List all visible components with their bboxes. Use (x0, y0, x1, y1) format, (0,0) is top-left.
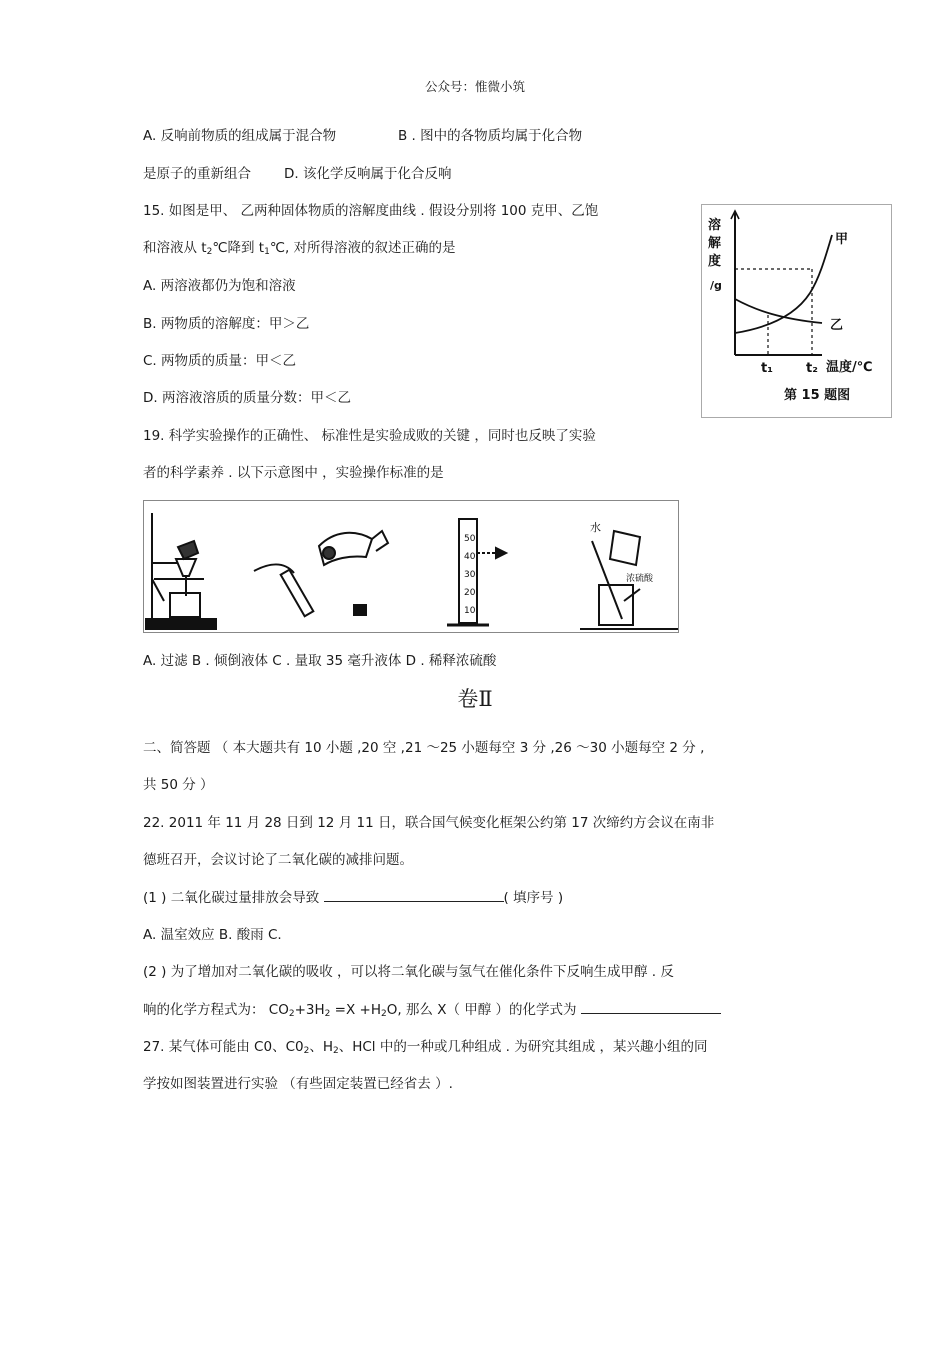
q22-stem-line2: 德班召开，会议讨论了二氧化碳的减排问题。 (143, 852, 413, 868)
q19-stem-line1: 19. 科学实验操作的正确性、 标准性是实验成败的关键 ，同时也反映了实验 (143, 428, 596, 444)
ylabel-char-1: 溶 (708, 218, 722, 233)
cyl-mark-50: 50 (464, 534, 476, 544)
q14-option-a: A. 反响前物质的组成属于混合物 (143, 128, 337, 144)
q15-stem-line2: 和溶液从 $t_2℃$降到 $t_1℃$, 对所得溶液的叙述正确的是 (143, 240, 456, 257)
label-water: 水 (590, 521, 601, 534)
pouring-apparatus (254, 531, 388, 616)
tick-t2: t₂ (806, 361, 818, 376)
q15-option-b: B. 两物质的溶解度：甲＞乙 (143, 316, 310, 332)
graduated-cylinder (447, 519, 506, 625)
answer-blank-2[interactable] (581, 1000, 721, 1014)
page-header: 公众号：惟微小筑 (424, 79, 525, 94)
q27-stem-line1: 27. 某气体可能由 C0、$C0_2$、$H_2$、HCl 中的一种或几种组成 . 为研究其组成 ，某兴趣小组的同 (143, 1039, 708, 1056)
q15-option-a: A. 两溶液都仍为饱和溶液 (143, 278, 296, 294)
series-label-jia: 甲 (835, 232, 849, 247)
section2-heading-line2: 共 50 分 ） (143, 777, 214, 793)
section2-heading-line1: 二、简答题 （ 本大题共有 10 小题 ,20 空 ,21 ～25 小题每空 3 分 ,26 ～30 小题每空 2 分 , (143, 740, 705, 756)
q22-stem-line1: 22. 2011 年 11 月 28 日到 12 月 11 日，联合国气候变化框架公约第 17 次缔约方会议在南非 (143, 815, 715, 831)
ylabel-char-2: 解 (708, 236, 722, 251)
label-acid: 浓硫酸 (626, 574, 654, 584)
q15-option-c: C. 两物质的质量：甲＜乙 (143, 353, 297, 369)
cyl-mark-10: 10 (464, 606, 476, 616)
ylabel-unit: /g (710, 279, 722, 292)
q15-stem-line1: 15. 如图是甲、 乙两种固体物质的溶解度曲线 . 假设分别将 100 克甲、乙饱 (143, 203, 599, 219)
volume-title: 卷Ⅱ (457, 687, 493, 711)
q14-option-b: B . 图中的各物质均属于化合物 (398, 128, 583, 144)
q22-part2-line1: (2 ) 为了增加对二氧化碳的吸收 ，可以将二氧化碳与氢气在催化条件下反响生成甲醇 . 反 (143, 964, 674, 980)
cyl-mark-40: 40 (464, 552, 476, 562)
xlabel: 温度/℃ (826, 360, 873, 375)
filtration-apparatus (146, 513, 216, 629)
solubility-figure (701, 204, 892, 418)
lab-operations-figure (143, 500, 679, 633)
q14-option-d: D. 该化学反响属于化合反响 (284, 166, 452, 182)
q22-part1: (1 ) 二氧化碳过量排放会导致 ( 填序号 ) (143, 890, 564, 906)
curve-jia (735, 235, 832, 333)
q27-stem-line2: 学按如图装置进行实验 （有些固定装置已经省去 ）. (143, 1076, 453, 1092)
series-label-yi: 乙 (830, 318, 844, 333)
ylabel-char-3: 度 (708, 254, 722, 269)
q22-part1-options: A. 温室效应 B. 酸雨 C. (143, 927, 282, 943)
answer-blank-1[interactable] (324, 888, 504, 902)
q22-part2-line2: 响的化学方程式为： $CO_2+3H_2 =X +H_2O$, 那么 X（ 甲醇 ）的化学式为 (143, 1000, 721, 1023)
figure-caption: 第 15 题图 (784, 388, 851, 403)
tick-t1: t₁ (761, 361, 773, 376)
q19-stem-line2: 者的科学素养 . 以下示意图中 ，实验操作标准的是 (143, 465, 444, 481)
q15-option-d: D. 两溶液溶质的质量分数：甲＜乙 (143, 390, 351, 406)
cyl-mark-30: 30 (464, 570, 476, 580)
q19-options: A. 过滤 B . 倾倒液体 C . 量取 35 毫升液体 D . 稀释浓硫酸 (143, 653, 497, 669)
cyl-mark-20: 20 (464, 588, 476, 598)
q14-option-c-tail: 是原子的重新组合 (143, 166, 251, 182)
